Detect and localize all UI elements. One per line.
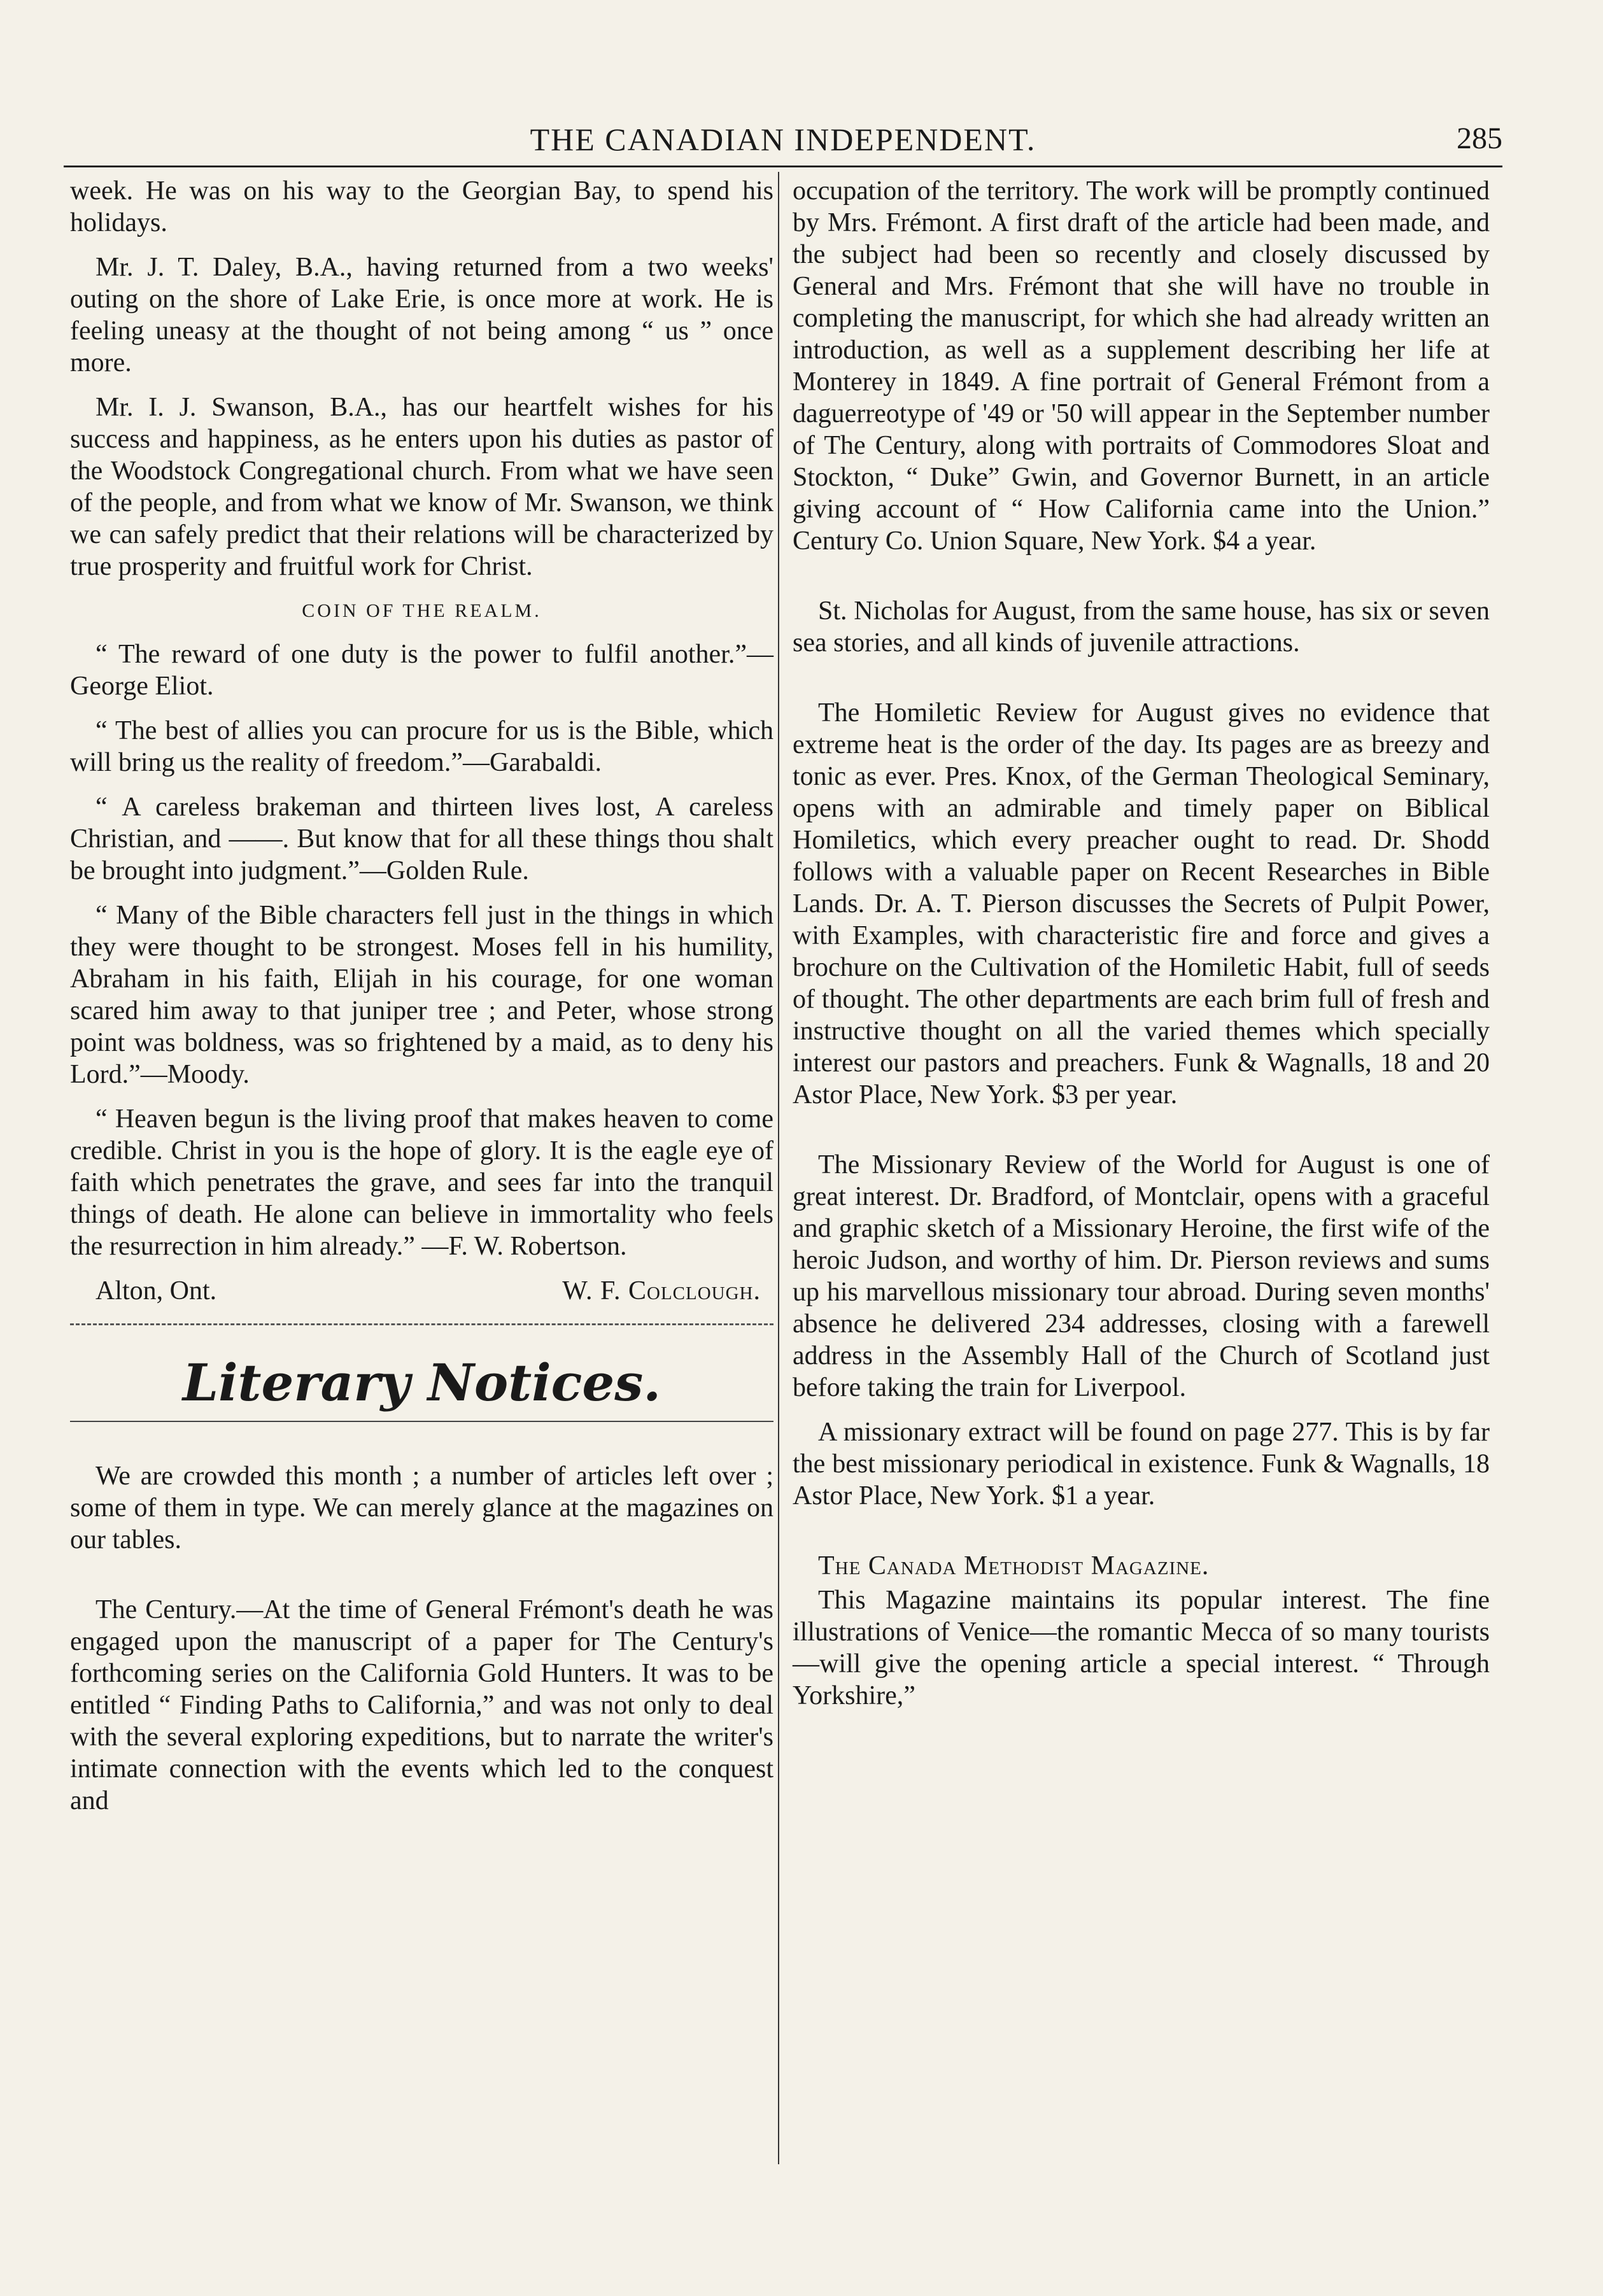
divider [70,1421,773,1422]
paragraph: occupation of the territory. The work will be promptly continued by Mrs. Frémont. A first draft of the article had been made, and the subject had been so recently and closely discussed by General and Mrs. Frémont that she will have no trouble in completing the manuscript, for which she had already written an introduction, as well as a supplement describing her life at Monterey in 1849. A fine portrait of General Frémont from a daguerreotype of '49 or '50 will appear in the September number of The Century, along with portraits of Commodores Sloat and Stockton, “ Duke” Gwin, and Governor Burnett, in an article giving account of “ How California came into the Union.” Century Co. Union Square, New York. $4 a year. [793,176,1490,556]
paragraph: St. Nicholas for August, from the same house, has six or seven sea stories, and all kinds of juvenile attractions. [793,596,1490,658]
paragraph: week. He was on his way to the Georgian Bay, to spend his holidays. [70,176,773,237]
quote: “ The best of allies you can procure for us is the Bible, which will bring us the reality of freedom.”—Garabaldi. [70,716,773,777]
right-column [793,175,1490,1724]
paragraph: Mr. J. T. Daley, B.A., having returned from a two weeks' outing on the shore of Lake Erie, is once more at work. He is feeling uneasy at the thought of not being among “ us ” once more. [70,253,773,377]
quote: “ The reward of one duty is the power to fulfil another.”—George Eliot. [70,640,773,701]
signature-line [95,1275,761,1307]
page-header [64,121,1502,167]
paragraph: The Homiletic Review for August gives no evidence that extreme heat is the order of the day. Its pages are as breezy and tonic as ever. Pres. Knox, of the German Theological Seminary, opens with an admirable and timely paper on Biblical Homiletics, which every preacher ought to read. Dr. Shodd follows with a valuable paper on Recent Researches in Bible Lands. Dr. A. T. Pierson discusses the Secrets of Pulpit Power, with Examples, with characteristic fire and force and gives a brochure on the Cultivation of the Homiletic Habit, full of seeds of thought. The other departments are each brim full of fresh and instructive thought on all the varied themes which specially interest our pastors and preachers. Funk & Wagnalls, 18 and 20 Astor Place, New York. $3 per year. [793,698,1490,1109]
sub-heading: The Canada Methodist Magazine. [818,1551,1210,1581]
journal-title: THE CANADIAN INDEPENDENT. [530,122,1036,157]
quote: “ Many of the Bible characters fell just in the things in which they were thought to be strongest. Moses fell in his humility, Abraham in his faith, Elijah in his courage, for one woman scared him away to that juniper tree ; and Peter, whose strong point was boldness, was so frightened by a maid, as to deny his Lord.”—Moody. [70,901,773,1089]
signature-place: Alton, Ont. [95,1276,217,1306]
signature-name: W. F. Colclough. [562,1276,761,1306]
paragraph: The Missionary Review of the World for August is one of great interest. Dr. Bradford, of Montclair, opens with a graceful and graphic sketch of a Missionary Heroine, the first wife of the heroic Judson, and worthy of him. Dr. Pierson reviews and sums up his marvellous missionary tour abroad. During seven months' absence he delivered 234 addresses, closing with a farewell address in the Assembly Hall of the Church of Scotland just before taking the train for Liverpool. [793,1150,1490,1402]
column-divider [778,172,779,2164]
page-number: 285 [1457,122,1502,155]
divider [70,1323,773,1325]
paragraph: We are crowded this month ; a number of articles left over ; some of them in type. We can merely glance at the magazines on our tables. [70,1461,773,1554]
quote: “ A careless brakeman and thirteen lives lost, A careless Christian, and ——. But know that for all these things thou shalt be brought into judgment.”—Golden Rule. [70,792,773,885]
paragraph: The Century.—At the time of General Frémont's death he was engaged upon the manuscript of a paper for The Century's forthcoming series on the California Gold Hunters. It was to be entitled “ Finding Paths to California,” and was not only to deal with the several exploring expeditions, but to narrate the writer's intimate connection with the events which led to the conquest and [70,1595,773,1815]
left-column [70,175,773,1829]
paragraph: Mr. I. J. Swanson, B.A., has our heartfelt wishes for his success and happiness, as he enters upon his duties as pastor of the Woodstock Congregational church. From what we have seen of the people, and from what we know of Mr. Swanson, we think we can safely predict that their relations will be characterized by true prosperity and fruitful work for Christ. [70,393,773,581]
quote: “ Heaven begun is the living proof that makes heaven to come credible. Christ in you is the hope of glory. It is the eagle eye of faith which penetrates the grave, and sees far into the tranquil things of death. He alone can believe in immortality who feels the resurrection in him already.” —F. W. Robertson. [70,1104,773,1261]
section-title: Literary Notices. [182,1353,661,1412]
paragraph: This Magazine maintains its popular interest. The fine illustrations of Venice—the romantic Mecca of so many tourists—will give the opening article a special interest. “ Through Yorkshire,” [793,1586,1490,1710]
section-heading: COIN OF THE REALM. [302,600,542,621]
paragraph: A missionary extract will be found on page 277. This is by far the best missionary periodical in existence. Funk & Wagnalls, 18 Astor Place, New York. $1 a year. [793,1418,1490,1511]
